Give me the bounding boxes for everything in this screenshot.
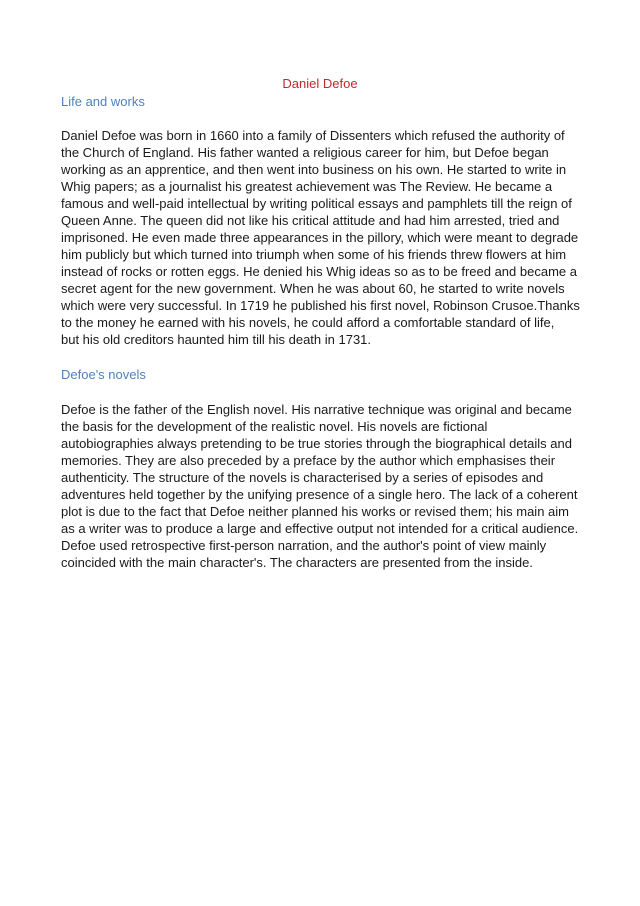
section-paragraph-defoes-novels: [61, 401, 581, 571]
paragraph-line: to the money he earned with his novels, he could afford a comfortable standard of life,: [61, 315, 555, 330]
document-title-text: Daniel Defoe: [282, 76, 358, 91]
paragraph-line: adventures held together by the unifying presence of a single hero. The lack of a coherent: [61, 487, 578, 502]
paragraph-line: famous and well-paid intellectual by writing political essays and pamphlets till the reign of: [61, 196, 572, 211]
paragraph-line: coincided with the main character's. The characters are presented from the inside.: [61, 555, 533, 570]
paragraph-line: Daniel Defoe was born in 1660 into a family of Dissenters which refused the authority of: [61, 128, 565, 143]
paragraph-line: but his old creditors haunted him till his death in 1731.: [61, 332, 372, 347]
paragraph-line: working as an apprentice, and then went into business on his own. He started to write in: [61, 162, 567, 177]
paragraph-line: imprisoned. He even made three appearances in the pillory, which were meant to degrade: [61, 230, 579, 245]
paragraph-line: Defoe is the father of the English novel. His narrative technique was original and became: [61, 402, 572, 417]
paragraph-line: autobiographies always pretending to be true stories through the biographical details and: [61, 436, 572, 451]
document-title: [0, 76, 640, 92]
paragraph-line: the basis for the development of the realistic novel. His novels are fictional: [61, 419, 488, 434]
paragraph-line: authenticity. The structure of the novels is characterised by a series of episodes and: [61, 470, 544, 485]
paragraph-line: the Church of England. His father wanted a religious career for him, but Defoe began: [61, 145, 549, 160]
paragraph-line: memories. They are also preceded by a preface by the author which emphasises their: [61, 453, 556, 468]
section-heading-defoes-novels: Defoe's novels: [61, 367, 146, 382]
paragraph-line: instead of rocks or rotten eggs. He denied his Whig ideas so as to be freed and became a: [61, 264, 577, 279]
section-heading-life-and-works: Life and works: [61, 94, 145, 109]
paragraph-line: Whig papers; as a journalist his greatest achievement was The Review. He became a: [61, 179, 553, 194]
paragraph-line: which were very successful. In 1719 he published his first novel, Robinson Crusoe.Thanks: [61, 298, 580, 313]
paragraph-line: plot is due to the fact that Defoe neither planned his works or revised them; his main aim: [61, 504, 569, 519]
paragraph-line: as a writer was to produce a large and effective output not intended for a critical audience.: [61, 521, 579, 536]
section-paragraph-life-and-works: [61, 127, 581, 348]
paragraph-line: him publicly but which turned into triumph when some of his friends threw flowers at him: [61, 247, 567, 262]
paragraph-line: secret agent for the new government. When he was about 60, he started to write novels: [61, 281, 565, 296]
paragraph-line: Queen Anne. The queen did not like his critical attitude and had him arrested, tried and: [61, 213, 560, 228]
paragraph-line: Defoe used retrospective first-person narration, and the author's point of view mainly: [61, 538, 547, 553]
